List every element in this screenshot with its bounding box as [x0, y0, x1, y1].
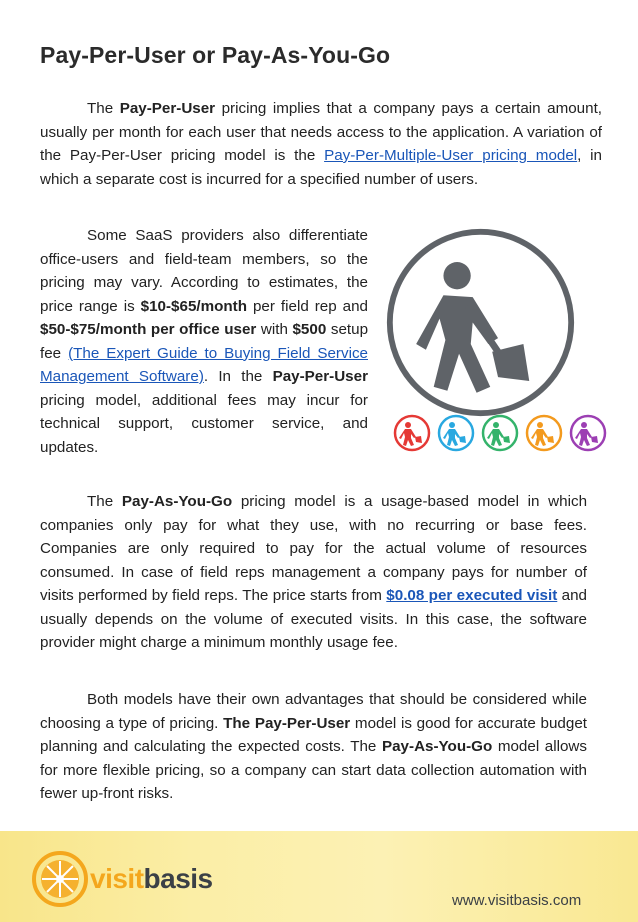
paragraph-comparison: [40, 688, 587, 806]
worker-green-icon: [480, 413, 520, 453]
variant-shovel: [591, 436, 598, 443]
text-run: The: [87, 100, 120, 117]
worker-red-icon: [392, 413, 432, 453]
variant-shovel: [547, 436, 554, 443]
bold-run: $10-$65/month: [140, 297, 248, 315]
visitbasis-logo-icon[interactable]: [30, 849, 90, 909]
variant-head: [449, 422, 455, 428]
text-run: with: [256, 321, 293, 338]
brand-visit: visit: [90, 863, 144, 894]
variant-head: [493, 422, 499, 428]
text-run: The: [87, 493, 122, 510]
text-run: . In the: [203, 368, 273, 385]
bold-run: Pay-As-You-Go: [121, 493, 233, 510]
footer-band: [0, 831, 638, 922]
text-run: pricing model is a usage-based model in which companies only pay for what they use, with no recurring or base fees. Companies are only required to pay for the actual volume of resources consumed. In case of field reps management a company pays for number of visits performed by field reps. The price starts from: [40, 493, 588, 604]
bold-run: Pay-As-You-Go: [381, 738, 493, 755]
text-run: Both models have their own advantages that should be considered while choosing a type of pricing.: [40, 691, 587, 732]
bold-run: Pay-Per-User: [272, 368, 368, 385]
brand-basis: basis: [143, 863, 213, 894]
worker-purple-icon: [568, 413, 608, 453]
text-run: Some SaaS providers also differentiate office-users and field-team members, so the pricing may vary. According to estimates, the price range is: [40, 227, 368, 315]
link-expert-guide[interactable]: (The Expert Guide to Buying Field Service Management Software): [40, 344, 368, 385]
text-run: model is good for accurate budget planning and calculating the expected costs. The: [40, 714, 587, 755]
worker-blue-icon: [436, 413, 476, 453]
variant-shovel: [503, 436, 510, 443]
website-url[interactable]: www.visitbasis.com: [452, 892, 582, 909]
variant-shovel: [415, 436, 422, 443]
variant-head: [537, 422, 543, 428]
bold-run: $500: [292, 321, 327, 338]
variant-head: [405, 422, 411, 428]
text-run: , in which a separate cost is incurred for a specified number of users.: [40, 147, 602, 188]
bold-run: The Pay-Per-User: [223, 714, 351, 732]
paragraph-field-vs-office-pricing: [40, 224, 368, 459]
text-run: per field rep and: [247, 297, 369, 315]
text-run: pricing implies that a company pays a certain amount, usually per month for each user that needs access to the application. A variation of the Pay-Per-User pricing model is the: [40, 100, 603, 164]
variant-shovel: [459, 436, 466, 443]
worker-orange-icon: [524, 413, 564, 453]
text-run: pricing model, additional fees may incur for technical support, customer service, and updates.: [40, 391, 368, 456]
bold-run: Pay-Per-User: [119, 100, 216, 117]
link-price-per-visit[interactable]: $0.08 per executed visit: [386, 587, 558, 604]
bold-run: $50-$75/month per office user: [40, 321, 257, 338]
variant-head: [581, 422, 587, 428]
paragraph-pay-per-user-intro: [40, 97, 602, 191]
worker-digging-icon: [383, 225, 578, 420]
page-title: Pay-Per-User or Pay-As-You-Go: [40, 42, 391, 68]
brand-wordmark[interactable]: [90, 863, 213, 895]
text-run: and usually depends on the volume of executed visits. In this case, the software provider might charge a minimum monthly usage fee.: [40, 587, 587, 651]
link-pay-per-multiple-user[interactable]: Pay-Per-Multiple-User pricing model: [324, 147, 578, 164]
paragraph-pay-as-you-go: [40, 490, 587, 655]
text-run: setup fee: [40, 321, 369, 362]
text-run: model allows for more flexible pricing, so a company can start data collection automation with fewer up-front risks.: [40, 738, 587, 802]
